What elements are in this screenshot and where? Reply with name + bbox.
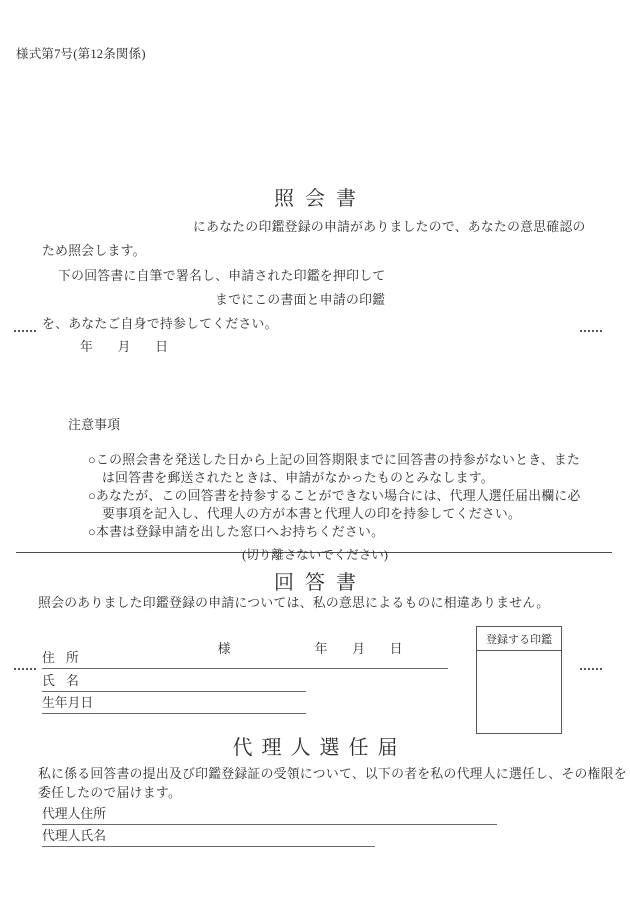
note-item-continuation: 要事項を記入し、代理人の方が本書と代理人の印を持参してください。: [102, 507, 522, 521]
seal-stamp-area[interactable]: [477, 651, 561, 733]
crop-mark-left-upper-icon: [14, 330, 36, 332]
answer-statement: 照会のありました印鑑登録の申請については、私の意思によるものに相違ありません。: [38, 596, 550, 610]
notes-heading: 注意事項: [68, 418, 121, 432]
answer-address-field[interactable]: 住 所: [42, 647, 448, 669]
proxy-title: 代理人選任届: [232, 737, 407, 759]
answer-title: 回答書: [274, 572, 367, 594]
crop-mark-right-upper-icon: [580, 330, 602, 332]
answer-birthdate-field[interactable]: 生年月日: [42, 692, 306, 714]
proxy-statement-line-2: 委任したので届けます。: [38, 786, 182, 800]
crop-mark-left-lower-icon: [14, 668, 36, 670]
note-item-text: ○この照会書を発送した日から上記の回答期限までに回答書の持参がないとき、また: [88, 453, 581, 467]
inquiry-line-3: 下の回答書に自筆で署名し、申請された印鑑を押印して: [58, 269, 386, 283]
cut-line-caption: (切り離さないでください): [242, 548, 388, 562]
crop-mark-right-lower-icon: [580, 668, 602, 670]
proxy-address-field[interactable]: 代理人住所: [42, 803, 497, 825]
note-item-continuation: は回答書を郵送されたときは、申請がなかったものとみなします。: [102, 471, 494, 485]
form-code-label: 様式第7号(第12条関係): [16, 47, 146, 61]
answer-name-field[interactable]: 氏 名: [42, 670, 306, 692]
inquiry-line-2: ため照会します。: [42, 244, 146, 258]
proxy-name-field[interactable]: 代理人氏名: [42, 825, 375, 847]
note-item-text: ○本書は登録申請を出した窓口へお持ちください。: [88, 525, 385, 539]
inquiry-line-5: を、あなたご自身で持参してください。: [42, 317, 278, 331]
inquiry-date-line: 年 月 日: [80, 340, 174, 354]
proxy-statement-line-1: 私に係る回答書の提出及び印鑑登録証の受領について、以下の者を私の代理人に選任し、その権限を: [38, 767, 627, 781]
inquiry-line-4: までにこの書面と申請の印鑑: [215, 293, 386, 307]
answer-sama-label: 様: [217, 642, 231, 656]
seal-box-header: 登録する印鑑: [477, 627, 561, 651]
inquiry-title: 照会書: [274, 188, 367, 210]
answer-date-line: 年 月 日: [314, 642, 409, 656]
note-item: [88, 505, 588, 541]
inquiry-line-1: にあなたの印鑑登録の申請がありましたので、あなたの意思確認の: [193, 220, 586, 234]
note-item-text: ○あなたが、この回答書を持参することができない場合には、代理人選任届出欄に必: [88, 489, 581, 503]
seal-stamp-box[interactable]: [476, 626, 562, 734]
